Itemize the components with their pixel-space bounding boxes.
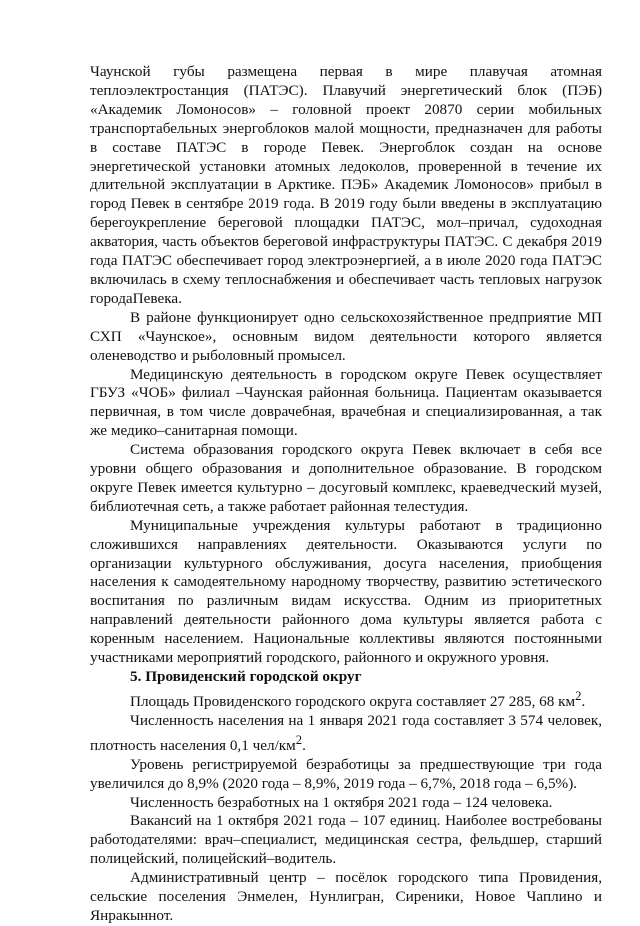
population-superscript: 2 xyxy=(295,732,303,747)
document-body xyxy=(90,63,602,926)
paragraph-education: Система образования городского округа Певек включает в себя все уровни общего образования и дополнительное образование. В городском округе Певек имеется культурно – досуговый комплекс, краеведческий музей, библиотечная сеть, а также работает районная телестудия. xyxy=(90,441,602,515)
area-tail: . xyxy=(581,692,586,710)
area-superscript: 2 xyxy=(575,688,582,703)
section-heading-provideniya: 5. Провиденский городской округ xyxy=(130,668,362,685)
paragraph-culture: Муниципальные учреждения культуры работают в традиционно сложившихся направлениях деятельности. Оказываются услуги по организации культурного обслуживания, досуга населения, приобщения населения к самодеятельному народному творчеству, развитию эстетического воспитания по различным видам искусства. Одним из приоритетных направлений деятельности районного дома культуры является работа с коренным населением. Национальные коллективы являются постоянными участниками мероприятий городского, районного и окружного уровня. xyxy=(90,516,602,667)
population-text: Численность населения на 1 января 2021 года составляет 3 574 человек, плотность населения 0,1 чел/км xyxy=(90,711,602,754)
paragraph-patec: Чаунской губы размещена первая в мире плавучая атомная теплоэлектростанция (ПАТЭС). Плавучий энергетический блок (ПЭБ) «Академик Ломоносов» – головной проект 20870 серии мобильных транспортабельных энергоблоков малой мощности, предназначен для работы в составе ПАТЭС в городе Певек. Энергоблок создан на основе энергетической установки атомных ледоколов, проверенной в течение их длительной эксплуатации в Арктике. ПЭБ» Академик Ломоносов» прибыл в город Певек в сентябре 2019 года. В 2019 году были введены в эксплуатацию берегоукрепление береговой площадки ПАТЭС, мол–причал, судоходная акватория, часть объектов береговой инфраструктуры ПАТЭС. С декабря 2019 года ПАТЭС обеспечивает город электроэнергией, а в июле 2020 года ПАТЭС включилась в схему теплоснабжения и обеспечивает часть тепловых нагрузок городаПевека. xyxy=(90,63,602,307)
paragraph-medicine: Медицинскую деятельность в городском округе Певек осуществляет ГБУЗ «ЧОБ» филиал –Чаунская районная больница. Пациентам оказывается первичная, в том числе доврачебная, врачебная и специализированная, а так же медико–санитарная помощи. xyxy=(90,365,602,440)
paragraph-vacancies: Вакансий на 1 октября 2021 года – 107 единиц. Наиболее востребованы работодателями: врач–специалист, медицинская сестра, фельдшер, старший полицейский, полицейский–водитель. xyxy=(90,812,602,868)
paragraph-population xyxy=(90,712,602,756)
paragraph-administrative-center: Административный центр – посёлок городского типа Провидения, сельские поселения Энмелен, Нунлигран, Сиреники, Новое Чаплино и Янракыннот. xyxy=(90,869,602,924)
paragraph-area xyxy=(90,687,602,712)
paragraph-unemployment-rate: Уровень регистрируемой безработицы за предшествующие три года увеличился до 8,9% (2020 года – 8,9%, 2019 года – 6,7%, 2018 года – 6,5%). xyxy=(90,755,602,792)
population-tail: . xyxy=(302,736,306,754)
paragraph-agriculture: В районе функционирует одно сельскохозяйственное предприятие МП СХП «Чаунское», основным видом деятельности которого является оленеводство и рыболовный промысел. xyxy=(90,308,602,364)
paragraph-unemployed-count: Численность безработных на 1 октября 2021 года – 124 человека. xyxy=(130,793,553,811)
area-text: Площадь Провиденского городского округа составляет 27 285, 68 км xyxy=(130,692,576,710)
